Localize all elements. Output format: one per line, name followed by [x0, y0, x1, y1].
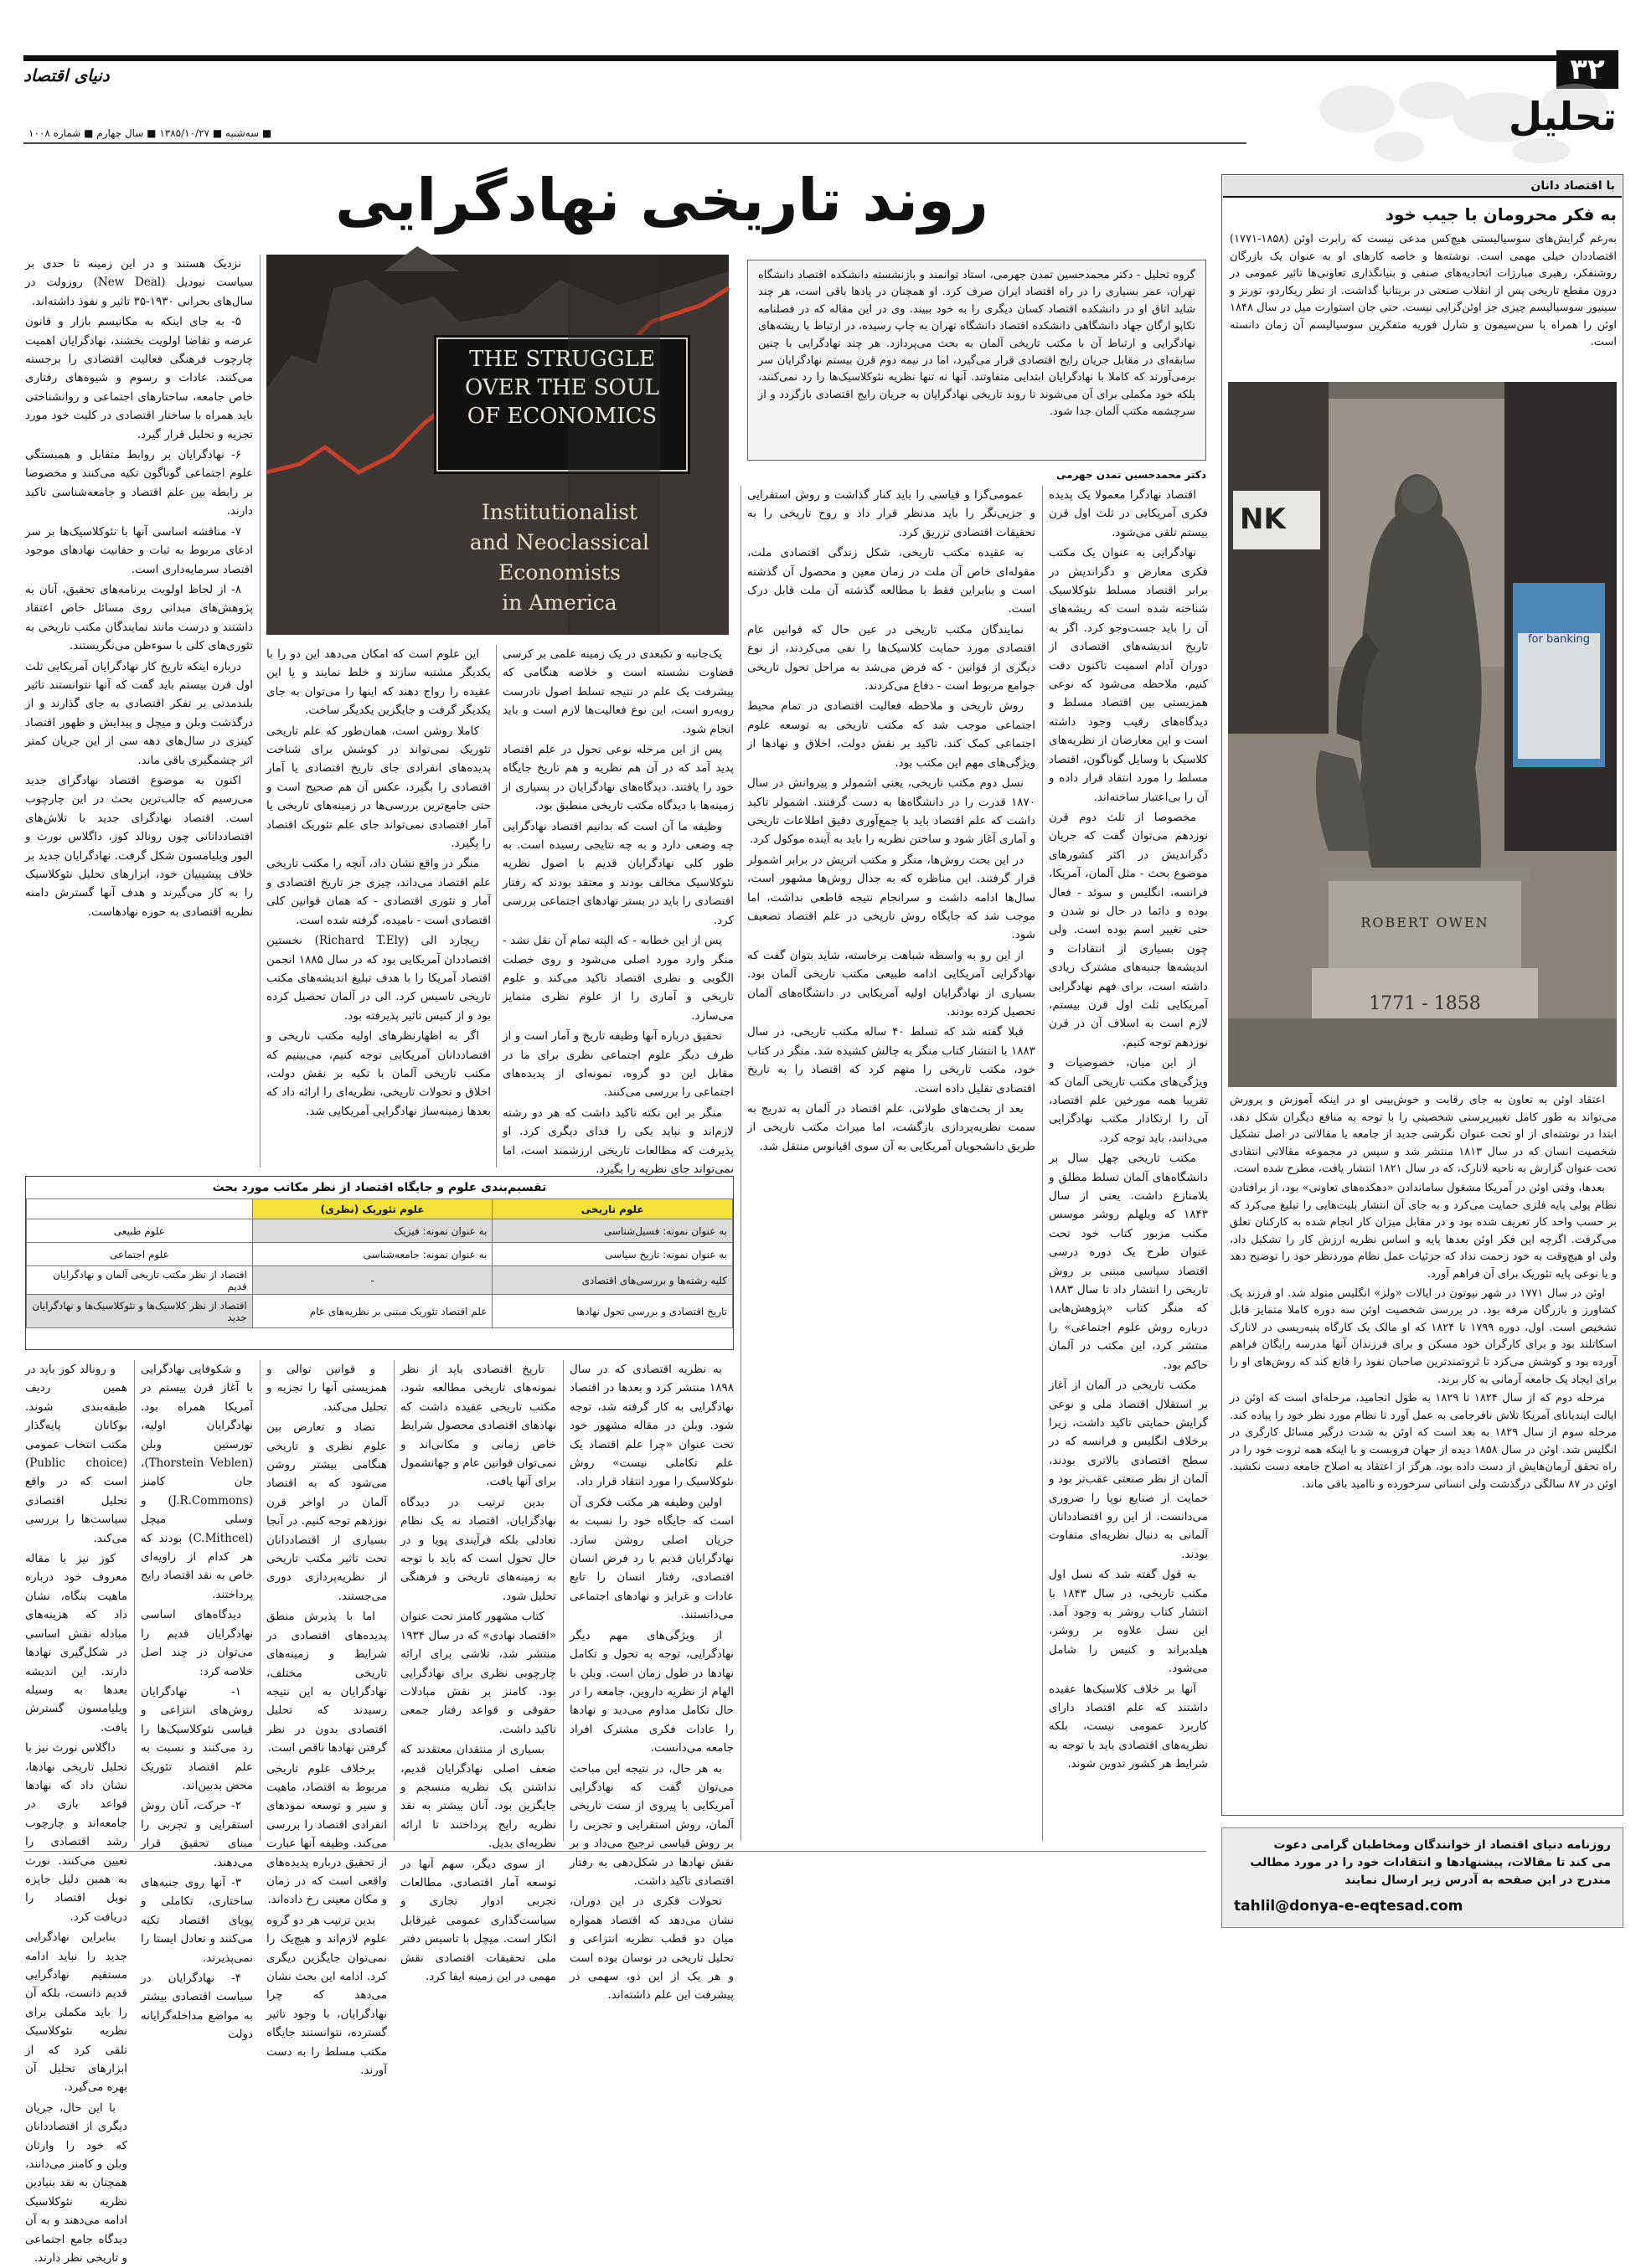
dateline: ■ سه‌شنبه ■ ۱۳۸۵/۱۰/۲۷ ■ سال چهارم ■ شماره ۱۰۰۸ — [28, 127, 272, 139]
column-divider — [260, 1360, 261, 1841]
article-lower-col-3: و قوانین توالی و همزیستی آنها را تجزیه و تحلیل می‌کند. تضاد و تعارض بین علوم نظری و تاریخی هنگامی بیشتر روشن می‌شود که به اقتصاد آلمان در اواخر قرن نوزدهم توجه کنیم. در آنجا بسیاری از اقتصاددانان تحت تاثیر مکتب تاریخی از نظریه‌پردازی دوری می‌جستند. اما با پذیرش منطق پدیده‌های اقتصادی در شرایط و زمینه‌های تاریخی مختلف، نهادگرایان به این نتیجه رسیدند که تحلیل اقتصادی بدون در نظر گرفتن نهادها ناقص است. برخلاف علوم تاریخی مربوط به اقتصاد، ماهیت و سیر و توسعه نمودهای انفرادی اقتصاد را بررسی می‌کند. وظیفه آنها عبارت از تحقیق درباره پدیده‌های واقعی است که در زمان و مکان معینی رخ داده‌اند. بدین ترتیب هر دو گروه علوم لازم‌اند و هیچ‌یک را نمی‌توان جایگزین دیگری کرد. ادامه این بحث نشان می‌دهد که چرا نهادگرایان، با وجود تاثیر گسترده، نتوانستند جایگاه مکتب مسلط را به دست آورند. — [266, 1363, 387, 2078]
lead-box — [747, 260, 1206, 461]
article-lower-col-1: به نظریه اقتصادی که در سال ۱۸۹۸ منتشر کرد و بعدها در اقتصاد نهادگرایی به کار گرفته شد، توجه شود. وبلن در مقاله مشهور خود تحت عنوان «چرا علم اقتصاد یک علم تکاملی نیست» روش نئوکلاسیک را مورد انتقاد قرار داد. اولین وظیفه هر مکتب فکری آن است که جایگاه خود را نسبت به جریان اصلی روشن سازد. نهادگرایان قدیم با رد فرض انسان اقتصادی، رفتار انسان را تابع عادات و غرایز و نهادهای اجتماعی می‌دانستند. از ویژگی‌های مهم دیگر نهادگرایی، توجه به تحول و تکامل نهادها در طول زمان است. وبلن با الهام از نظریه داروین، جامعه را در حال تکامل مداوم می‌دید و نهادها را عادات فکری مشترک افراد جامعه می‌دانست. به هر حال، در نتیجه این مباحث می‌توان گفت که نهادگرایی آمریکایی با پیروی از سنت تاریخی آلمان، روش استقرایی و تجربی را بر روش قیاسی ترجیح می‌داد و بر نقش نهادها در شکل‌دهی به رفتار اقتصادی تاکید داشت. تحولات فکری در این دوران، نشان می‌دهد که اقتصاد همواره میان دو قطب نظریه انتزاعی و تحلیل تاریخی در نوسان بوده است و هر یک از این دو، سهمی در پیشرفت این علم داشته‌اند. — [570, 1363, 734, 2003]
brand-logo — [23, 65, 110, 85]
notice-line-1: روزنامه دنیای اقتصاد از خوانندگان ومخاطبان گرامی دعوت — [1273, 1838, 1611, 1852]
article-lower-col-5: و رونالد کوز باید در همین ردیف طبقه‌بندی شوند. بوکانان پایه‌گذار مکتب انتخاب عمومی (Public choice) است که در واقع تحلیل اقتصادی سیاست‌ها را بررسی می‌کند. کوز نیز با مقاله معروف خود درباره ماهیت بنگاه، نشان داد که هزینه‌های مبادله نقش اساسی در شکل‌گیری نهادها دارند. این اندیشه بعدها به وسیله ویلیامسون گسترش یافت. داگلاس نورث نیز با تحلیل تاریخی نهادها، نشان داد که نهادها قواعد بازی در جامعه‌اند و چارچوب رشد اقتصادی را تعیین می‌کنند. نورث به همین دلیل جایزه نوبل اقتصاد را دریافت کرد. بنابراین نهادگرایی جدید را نباید ادامه مستقیم نهادگرایی قدیم دانست، بلکه آن را باید مکملی برای نظریه نئوکلاسیک تلقی کرد که از ابزارهای تحلیل آن بهره می‌گیرد. با این حال، جریان دیگری از اقتصاددانان که خود را وارثان وبلن و کامنز می‌دانند، همچنان به نقد بنیادین نظریه نئوکلاسیک ادامه می‌دهند و به آن دیدگاه جامع اجتماعی و تاریخی نظر دارند. — [25, 1363, 127, 2265]
shop-sign-text: NK — [1240, 503, 1286, 536]
table-row: تاریخ اقتصادی و بررسی تحول نهادها علم اقتصاد تئوریک مبتنی بر نظریه‌های عام اقتصاد از نظر کلاسیک‌ها و نئوکلاسیک‌ها و نهادگرایان جدید — [27, 1295, 733, 1328]
table-header-row — [27, 1199, 733, 1219]
sidebar-title: به فکر محرومان با جیب خود — [1385, 204, 1617, 224]
sidebar-kicker: با اقتصاد دانان — [1223, 176, 1622, 198]
table-header-cell: علوم تئوریک (نظری) — [252, 1199, 493, 1219]
statue-plinth-text: ROBERT OWEN — [1360, 915, 1489, 930]
article-col-5: نزدیک هستند و در این زمینه تا حدی بر سیاست نیودیل (New Deal) روزولت در سال‌های بحرانی ۱۹۳۰-۳۵ تاثیر و نفوذ داشته‌اند. ۵- به جای اینکه به مکانیسم بازار و قانون عرضه و تقاضا اولویت بخشند، نهادگرایان اهمیت چارچوب فرهنگی فعالیت اقتصادی را برجسته می‌کنند. عادات و رسوم و شیوه‌های رفتاری خاص جامعه، ساختارهای اجتماعی و روانشناختی باید همراه با ساختار اقتصادی در کلیت خود مورد تجزیه و تحلیل قرار گیرد. ۶- نهادگرایان بر روابط متقابل و همبستگی علوم اجتماعی گوناگون تکیه می‌کنند و مخصوصا بر رابطه بین علم اقتصاد و جامعه‌شناسی تاکید دارند. ۷- مناقشه اساسی آنها با نئوکلاسیک‌ها بر سر ادعای مربوط به ثبات و حقانیت نهادهای موجود اقتصاد سرمایه‌داری است. ۸- از لحاظ اولویت برنامه‌های تحقیق، آنان به پژوهش‌های میدانی روی مسائل خاص اعتقاد داشتند و درست مانند نمایندگان مکتب تاریخی به تئوری‌های کلی با سوءظن می‌نگریستند. درباره اینکه تاریخ کار نهادگرایان آمریکایی ثلث اول قرن بیستم باید گفت که آنها نتوانستند تاثیر بلندمدتی بر تفکر اقتصادی به جای گذارند و از درگذشت وبلن و میچل و پیدایش و ظهور اقتصاد کینزی در سال‌های دهه سی از این جریان کمتر اثر چشمگیری باقی ماند. اکنون به موضوع اقتصاد نهادگرای جدید می‌رسیم که جالب‌ترین بحث در این چارچوب است. اقتصاد نهادگرای جدید با تلاش‌های اقتصاددانانی چون رونالد کوز، داگلاس نورث و الیور ویلیامسون شکل گرفت. نهادگرایان جدید بر خلاف پیشینیان خود، ابزارهای تحلیل نئوکلاسیک را به کار می‌گیرند و هدف آنها گسترش دامنه نظریه اقتصادی به حوزه نهادهاست. — [25, 257, 254, 919]
sidebar-intro: به‌رغم گرایش‌های سوسیالیستی هیچ‌کس مدعی نیست که رابرت اوئن (۱۸۵۸-۱۷۷۱) اقتصاددان خیلی مهمی است. نوشته‌ها و خاصه کارهای او به عنوان یک بازرگان روشنفکر، رهبری مبارزات اتحادیه‌های صنفی و بنیانگذاری تعاونی‌ها تاثیر عمومی در درون مقطع تاریخی پس از انقلاب صنعتی در بریتانیا گذاشت. از نظر ریکاردو، تورنز و سینیور سوسیالیسم چیزی جز اوئن‌گرایی نیست. حتی جان استوارت میل در سال ۱۸۴۸ اوئن را همراه با سن‌سیمون و شارل فوریه متفکرین سوسیالیسم آن زمان دانسته است. — [1230, 233, 1617, 348]
book-cover-subtitle: Institutionalist and Neoclassical Economists in America — [469, 500, 650, 615]
article-col-2: عمومی‌گرا و قیاسی را باید کنار گذاشت و روش استقرایی و جزیی‌نگر را باید مدنظر قرار داد و روح تاریخی را به تحقیقات اقتصادی تزریق کرد. به عقیده مکتب تاریخی، شکل زندگی اقتصادی ملت، مقوله‌ای خاص آن ملت در زمان معین و محصول آن گذشته است و بنابراین فقط با مطالعه گذشته آن ملت قابل درک است. نمایندگان مکتب تاریخی در عین حال که قوانین عام اقتصادی مورد حمایت کلاسیک‌ها را نفی می‌کردند، از نوع دیگری از قوانین - که فرض می‌شد به مراحل تحول تاریخی جوامع مربوط است - دفاع می‌کردند. روش تاریخی و ملاحظه فعالیت اقتصادی در تمام محیط اجتماعی موجب شد که مکتب تاریخی به توسعه علوم اجتماعی کمک کند. تاکید بر نقش دولت، اخلاق و نهادها از ویژگی‌های مهم این مکتب بود. نسل دوم مکتب تاریخی، یعنی اشمولر و پیروانش در سال ۱۸۷۰ قدرت را در دانشگاه‌ها به دست گرفتند. اشمولر تاکید داشت که علم اقتصاد باید با جمع‌آوری دقیق اطلاعات تاریخی و آماری آغاز شود و ساختن نظریه را باید به آینده موکول کرد. در این بحث روش‌ها، منگر و مکتب اتریش در برابر اشمولر قرار گرفتند. این مناظره که به جدال روش‌ها مشهور است، سال‌ها ادامه داشت و سرانجام نتیجه قاطعی نداشت، اما موجب شد که جایگاه روش تاریخی در علم اقتصاد تضعیف شود. از این رو به واسطه شباهت برخاسته، شاید بتوان گفت که نهادگرایی آمریکایی ادامه طبیعی مکتب تاریخی آلمان بود. بسیاری از نهادگرایان اولیه آمریکایی در دانشگاه‌های آلمان تحصیل کرده بودند. قبلا گفته شد که تسلط ۴۰ ساله مکتب تاریخی، در سال ۱۸۸۳ با انتشار کتاب منگر به چالش کشیده شد. منگر در کتاب خود، مکتب تاریخی را متهم کرد که اقتصاد را به تاریخ اقتصادی تقلیل داده است. بعد از بحث‌های طولانی، علم اقتصاد در آلمان به تدریج به سمت نظریه‌پردازی بازگشت، اما میراث مکتب تاریخی از طریق دانشجویان آمریکایی به آن سوی اقیانوس منتقل شد. — [747, 488, 1035, 1153]
table-row: کلیه رشته‌ها و بررسی‌های اقتصادی - اقتصاد از نظر مکتب تاریخی آلمان و نهادگرایان قدیم — [27, 1266, 733, 1295]
table-title: تقسیم‌بندی علوم و جایگاه اقتصاد از نظر مکاتب مورد بحث — [212, 1181, 547, 1194]
article-col-3: یک‌جانبه و تکبعدی در یک زمینه علمی بر کرسی قضاوت نشسته است و خلاصه هنگامی که پیشرفت یک علم در نتیجه تسلط اصول نادرست روبه‌رو است، این نوع فعالیت‌ها لازم است و باید انجام شود. پس از این مرحله نوعی تحول در علم اقتصاد پدید آمد که در آن هم نظریه و هم تاریخ جایگاه خود را یافتند. دیدگاه‌های نهادگرایان در بسیاری از زمینه‌ها با دیدگاه مکتب تاریخی منطبق بود. وظیفه ما آن است که بدانیم اقتصاد نهادگرایی چه وضعی دارد و به چه نتایجی رسیده است. به طور کلی نهادگرایان قدیم با اصول نظریه نئوکلاسیک مخالف بودند و معتقد بودند که رفتار اقتصادی را باید در بستر نهادهای اجتماعی بررسی کرد. پس از این خطابه - که البته تمام آن نقل نشد - منگر وارد مورد اصلی می‌شود و روی خصلت الگویی و نظری اقتصاد تاکید می‌کند و علوم تاریخی و آماری را از علوم نظری متمایز می‌سازد. تحقیق درباره آنها وظیفه تاریخ و آمار است و از طرف دیگر علوم اجتماعی نظری برای ما در مقابل این دو گروه، نمونه‌ای از پدیده‌های اجتماعی را بررسی می‌کنند. منگر بر این نکته تاکید داشت که هر دو رشته لازم‌اند و نباید یکی را فدای دیگری کرد. او پذیرفت که مطالعات تاریخی ارزشمند است، اما نمی‌تواند جای نظریه را بگیرد. — [503, 647, 734, 1176]
column-divider — [394, 1360, 395, 1841]
book-cover-title: THE STRUGGLE OVER THE SOUL OF ECONOMICS — [464, 347, 660, 429]
article-headline: روند تاریخی نهادگرایی — [335, 166, 988, 235]
footer-rule — [23, 1851, 1206, 1852]
table-header-cell: علوم تاریخی — [493, 1199, 733, 1219]
column-divider — [134, 1360, 135, 1841]
shop-poster-text: for banking — [1527, 633, 1591, 646]
table-row: به عنوان نمونه: فسیل‌شناسی به عنوان نمونه: فیزیک علوم طبیعی — [27, 1219, 733, 1243]
table-header-cell — [27, 1199, 253, 1219]
book-cover-image — [266, 255, 729, 635]
page-number: ۳۲ — [1570, 53, 1605, 86]
notice-line-3: مندرج در این صفحه به آدرس زیر ارسال نمایند — [1344, 1874, 1611, 1887]
article-lower-col-2: تاریخ اقتصادی باید از نظر نمونه‌های تاریخی مطالعه شود. مکتب تاریخی عقیده داشت که نهادهای اقتصادی محصول شرایط خاص زمانی و مکانی‌اند و نمی‌توان قوانین عام و جهانشمول برای آنها یافت. بدین ترتیب در دیدگاه نهادگرایان، اقتصاد نه یک نظام تعادلی بلکه فرآیندی پویا و در حال تحول است که باید با توجه به زمینه‌های تاریخی و فرهنگی تحلیل شود. کتاب مشهور کامنز تحت عنوان «اقتصاد نهادی» که در سال ۱۹۳۴ منتشر شد، تلاشی برای ارائه چارچوبی نظری برای نهادگرایی بود. کامنز بر نقش مبادلات حقوقی و قواعد رفتار جمعی تاکید داشت. بسیاری از منتقدان معتقدند که ضعف اصلی نهادگرایان قدیم، نداشتن یک نظریه منسجم و جایگزین بود. آنان بیشتر به نقد نظریه رایج پرداختند تا ارائه نظریه‌ای بدیل. از سوی دیگر، سهم آنها در توسعه آمار اقتصادی، مطالعات تجربی ادوار تجاری و سیاست‌گذاری عمومی غیرقابل انکار است. میچل با تاسیس دفتر ملی تحقیقات اقتصادی نقش مهمی در این زمینه ایفا کرد. — [400, 1363, 556, 1983]
article-lower-col-4: و شکوفایی نهادگرایی با آغاز قرن بیستم در آمریکا همراه بود. نهادگرایان اولیه، تورستین وبلن (Thorstein Veblen)، جان کامنز (J.R.Commons) و وسلی میچل (C.Mithcel) بودند که هر کدام از زاویه‌ای خاص به نقد اقتصاد رایج پرداختند. دیدگاه‌های اساسی نهادگرایان قدیم را می‌توان در چند اصل خلاصه کرد: ۱- نهادگرایان روش‌های انتزاعی و قیاسی نئوکلاسیک‌ها را رد می‌کنند و نسبت به علم اقتصاد تئوریک محض بدبین‌اند. ۲- حرکت، آنان روش استقرایی و تجربی را مبنای تحقیق قرار می‌دهند. ۳- آنها روی جنبه‌های ساختاری، تکاملی و پویای اقتصاد تکیه می‌کنند و تعادل ایستا را نمی‌پذیرند. ۴- نهادگرایان در سیاست اقتصادی بیشتر به مواضع مداخله‌گرایانه دولت — [141, 1363, 253, 2042]
table-grid — [26, 1198, 733, 1328]
reader-notice-box — [1221, 1827, 1623, 1928]
column-divider — [260, 255, 261, 1168]
column-divider — [496, 645, 497, 1168]
column-divider — [563, 1360, 564, 1841]
column-divider — [1042, 486, 1043, 1841]
header-rule — [23, 55, 1556, 61]
statue-years: 1771 - 1858 — [1369, 993, 1481, 1014]
notice-email[interactable]: tahlil@donya-e-eqtesad.com — [1234, 1898, 1463, 1915]
table-row: به عنوان نمونه: تاریخ سیاسی به عنوان نمونه: جامعه‌شناسی علوم اجتماعی — [27, 1243, 733, 1266]
lead-text: گروه تحلیل - دکتر محمدحسین تمدن جهرمی، استاد توانمند و بازنشسته دانشکده اقتصاد دانشگاه تهران، عمر بسیاری را در راه اقتصاد ایران صرف کرد. او همچنان در یادها باقی است، هر چند شاید اتاق او در دانشکده اقتصاد کسان دیگری را به خود ببیند. وی در این مقاله که در فصلنامه تکاپو ارگان جهاد دانشگاهی دانشکده اقتصاد دانشگاه تهران به چاپ رسیده، در ارتباط با ریشه‌های نهادگرایی و ارتباط آن با مکتب تاریخی آلمان به بحث می‌پردازد. هر چند نهادگرایی با چنین سابقه‌ای در مقابل جریان رایج اقتصادی قرار می‌گیرد، اما در نیمه دوم قرن بیستم نهادگرایان سر برمی‌آورند که کاملا با نهادگرایان ابتدایی متفاوتند. آنها نه تنها نظریه نئوکلاسیک‌ها را رد نمی‌کنند، بلکه خود مکملی برای آن می‌شوند تا روند تاریخی نهادگرایان به جریان رایج اقتصادی بازگردد و از سرچشمه مکتب آلمان جدا شود. — [758, 269, 1195, 419]
dateline-rule — [23, 142, 1246, 144]
notice-line-2: می کند تا مقالات، پیشنهادها و انتقادات خود را در مورد مطالب — [1250, 1856, 1611, 1869]
article-col-1: اقتصاد نهادگرا معمولا یک پدیده فکری آمریکایی در ثلث اول قرن بیستم تلقی می‌شود. نهادگرایی به عنوان یک مکتب فکری معارض و دگراندیش در برابر اقتصاد مسلط نئوکلاسیک شناخته شده است که ریشه‌های آن را باید جست‌وجو کرد. اگر به تاریخ اندیشه‌های اقتصادی از دوران آدام اسمیت تاکنون دقت کنیم، ملاحظه می‌شود که نوعی همزیستی بین اقتصاد مسلط و دیدگاه‌های رقیب وجود داشته است و این معارضان از نظریه‌های کلاسیک با وسایل گوناگون، اقتصاد مسلط را مورد انتقاد قرار داده و آن را بی‌اعتبار ساخته‌اند. مخصوصا از ثلث دوم قرن نوزدهم می‌توان گفت که جریان دگراندیش در اکثر کشورهای موضوع بحث - مثل آلمان، آمریکا، فرانسه، انگلیس و سوئد - فعال بوده و دائما در حال نو شدن و حتی تغییر اسم بوده است. ولی چون بسیاری از انتقادات و اندیشه‌ها جنبه‌های مشترک زیادی داشته است، برای فهم نهادگرایی آمریکایی ثلث اول قرن بیستم، لازم است به اسلاف آن در قرن نوزدهم توجه کنیم. از این میان، خصوصیات و ویژگی‌های مکتب تاریخی آلمان که تقریبا همه مورخین علم اقتصاد، آن را ارتکادار مکتب نهادگرایی می‌دانند، باید توجه کرد. مکتب تاریخی چهل سال بر دانشگاه‌های آلمان تسلط مطلق و بلامنازع داشت. یعنی از سال ۱۸۴۳ که ویلهلم روشر موسس مکتب مزبور کتاب خود تحت عنوان طرح یک دوره درسی اقتصاد سیاسی مبتنی بر روش تاریخی را انتشار داد تا سال ۱۸۸۳ که منگر کتاب «پژوهش‌هایی درباره روش علوم اجتماعی» را منتشر کرد، این مکتب در آلمان حاکم بود. مکتب تاریخی در آلمان از آغاز بر استقلال اقتصاد ملی و نوعی گرایش حمایتی تاکید داشت، زیرا برخلاف انگلیس و فرانسه که در سطح اقتصادی بالاتری بودند، آلمان از نظر صنعتی عقب‌تر بود و حمایت از صنایع نوپا را ضروری می‌دانست. از این رو اقتصاددانان آلمانی به دنبال نظریه‌ای متفاوت بودند. به قول گفته شد که نسل اول مکتب تاریخی، در سال ۱۸۴۳ با انتشار کتاب روشر به وجود آمد. این نسل علاوه بر روشر، هیلدبراند و کنیس را شامل می‌شود. آنها بر خلاف کلاسیک‌ها عقیده داشتند که علم اقتصاد دارای کاربرد عمومی نیست، بلکه نظریه‌های اقتصادی باید با توجه به شرایط هر کشور تدوین شوند. — [1049, 488, 1208, 1771]
brand-name: دنیای اقتصاد — [23, 65, 110, 85]
article-col-4: این علوم است که امکان می‌دهد این دو را با یکدیگر مشتبه سازند و خلط نمایند و یا این عقیده را رواج دهند که اینها را می‌توان به جای یکدیگر گرفت و جایگزین یکدیگر ساخت. کاملا روشن است، همان‌طور که علم تاریخی تئوریک نمی‌تواند در کوشش برای شناخت پدیده‌های انفرادی جای تاریخ اقتصادی یا آمار اقتصادی را بگیرد، عکس آن هم صحیح است و حتی جامع‌ترین بررسی‌ها در زمینه‌های تاریخی یا آمار اقتصادی نمی‌تواند جای علم تئوریک اقتصاد را بگیرد. منگر در واقع نشان داد، آنچه را مکتب تاریخی علم اقتصاد می‌داند، چیزی جز تاریخ اقتصادی و آمار و تئوری اقتصادی - که همان قوانین کلی اقتصادی است - نامیده، گرفته شده است. ریچارد الی (Richard T.Ely) نخستین اقتصاددان آمریکایی بود که در سال ۱۸۸۵ انجمن اقتصاد آمریکا را با هدف تبلیغ اندیشه‌های مکتب تاریخی تاسیس کرد. الی در آلمان تحصیل کرده بود و از کنیس تاثیر پذیرفته بود. اگر به اظهارنظرهای اولیه مکتب تاریخی و اقتصاددانان آمریکایی توجه کنیم، می‌بینیم که مکتب تاریخی آلمان با تکیه بر نقش دولت، اخلاق و تحولات تاریخی، نظریه‌ای را ارائه داد که بعدها زمینه‌ساز نهادگرایی آمریکایی شد. — [266, 647, 491, 1118]
byline: دکتر محمدحسین تمدن جهرمی — [1056, 469, 1206, 481]
classification-table — [25, 1176, 734, 1350]
section-title: تحلیل — [1508, 94, 1617, 139]
sidebar-body: اعتقاد اوئن به تعاون به جای رقابت و خوش‌بینی او در اینکه آموزش و پرورش می‌تواند به طور کامل تغییرپرستی شخصیتی را با توجه به منافع دیگران شکل دهد، ابتدا در نوشته‌ای از او تحت عنوان نگرشی جدید از جامعه یا مقالاتی در اصل تشکیل شخصیت انسان که در سال ۱۸۱۳ منتشر شد و سپس در مجموعه مقالاتی انتقادی تحت عنوان گزارش به ناحیه لانارک، که در سال ۱۸۲۱ انتشار یافت، مطرح شده است. بعدها، وقتی اوئن در آمریکا مشغول ساماندادن «دهکده‌های تعاونی» بود، از برافتادن نظام پولی پایه فلزی حمایت می‌کرد و به جای آن انتشار بلیت‌هایی را تبلیغ می‌کرد که بر حسب واحد کار تعریف شده بود و در مقابل میزان کار انجام شده به کارکنان تعلق می‌گرفت. اگرچه این فکر اوئن بعدها پایه و اساس نظریه ارزش کار را تشکیل داد، ولی او هیچ‌وقت به خود زحمت نداد که جزئیات عمل نظام موردنظر خود را توضیح دهد و یا نوعی پایه تئوریک برای آن فراهم آورد. اوئن در سال ۱۷۷۱ در شهر نیوتون در ایالات «ولز» انگلیس متولد شد. او فرزند یک کشاورز و بازرگان مرفه بود. در بررسی شخصیت اوئن سه دوره کاملا متمایز قابل تشخیص است. اول، دوره ۱۷۹۹ تا ۱۸۲۴ که او مالک یک کارگاه پنبه‌ریسی در لانارک اسکاتلند بود و برای کارگران خود مسکن و برای فرزندان آنها مدرسه رایگان فراهم آورده بود و کوشش می‌کرد تا ثروتمندترین صاحبان نفوذ را قانع کند که روش‌های او را برای ایجاد یک جامعه آرمانی به کار برند. مرحله دوم که از سال ۱۸۲۴ تا ۱۸۲۹ به طول انجامید، مرحله‌ای است که اوئن در ایالت ایندیانای آمریکا تلاش نافرجامی به عمل آورد تا نظام مورد نظر خود را پیاده کند. مرحله سوم از سال ۱۸۲۹ به بعد است که اوئن به شدت درگیر مسائل کارگری در انگلیس شد. اوئن در سال ۱۸۵۸ دیده از جهان فروبست و با اینکه همه ثروت خود را در راه تحقق آرمان‌هایش از دست داده بود، هرگز از اعتقاد به اصلاح جامعه دست نکشید. اوئن در ۸۷ سالگی درگذشت ولی انسانی سرخورده و ناامید باقی ماند. — [1230, 1094, 1617, 1492]
robert-owen-statue-photo — [1228, 382, 1617, 1087]
